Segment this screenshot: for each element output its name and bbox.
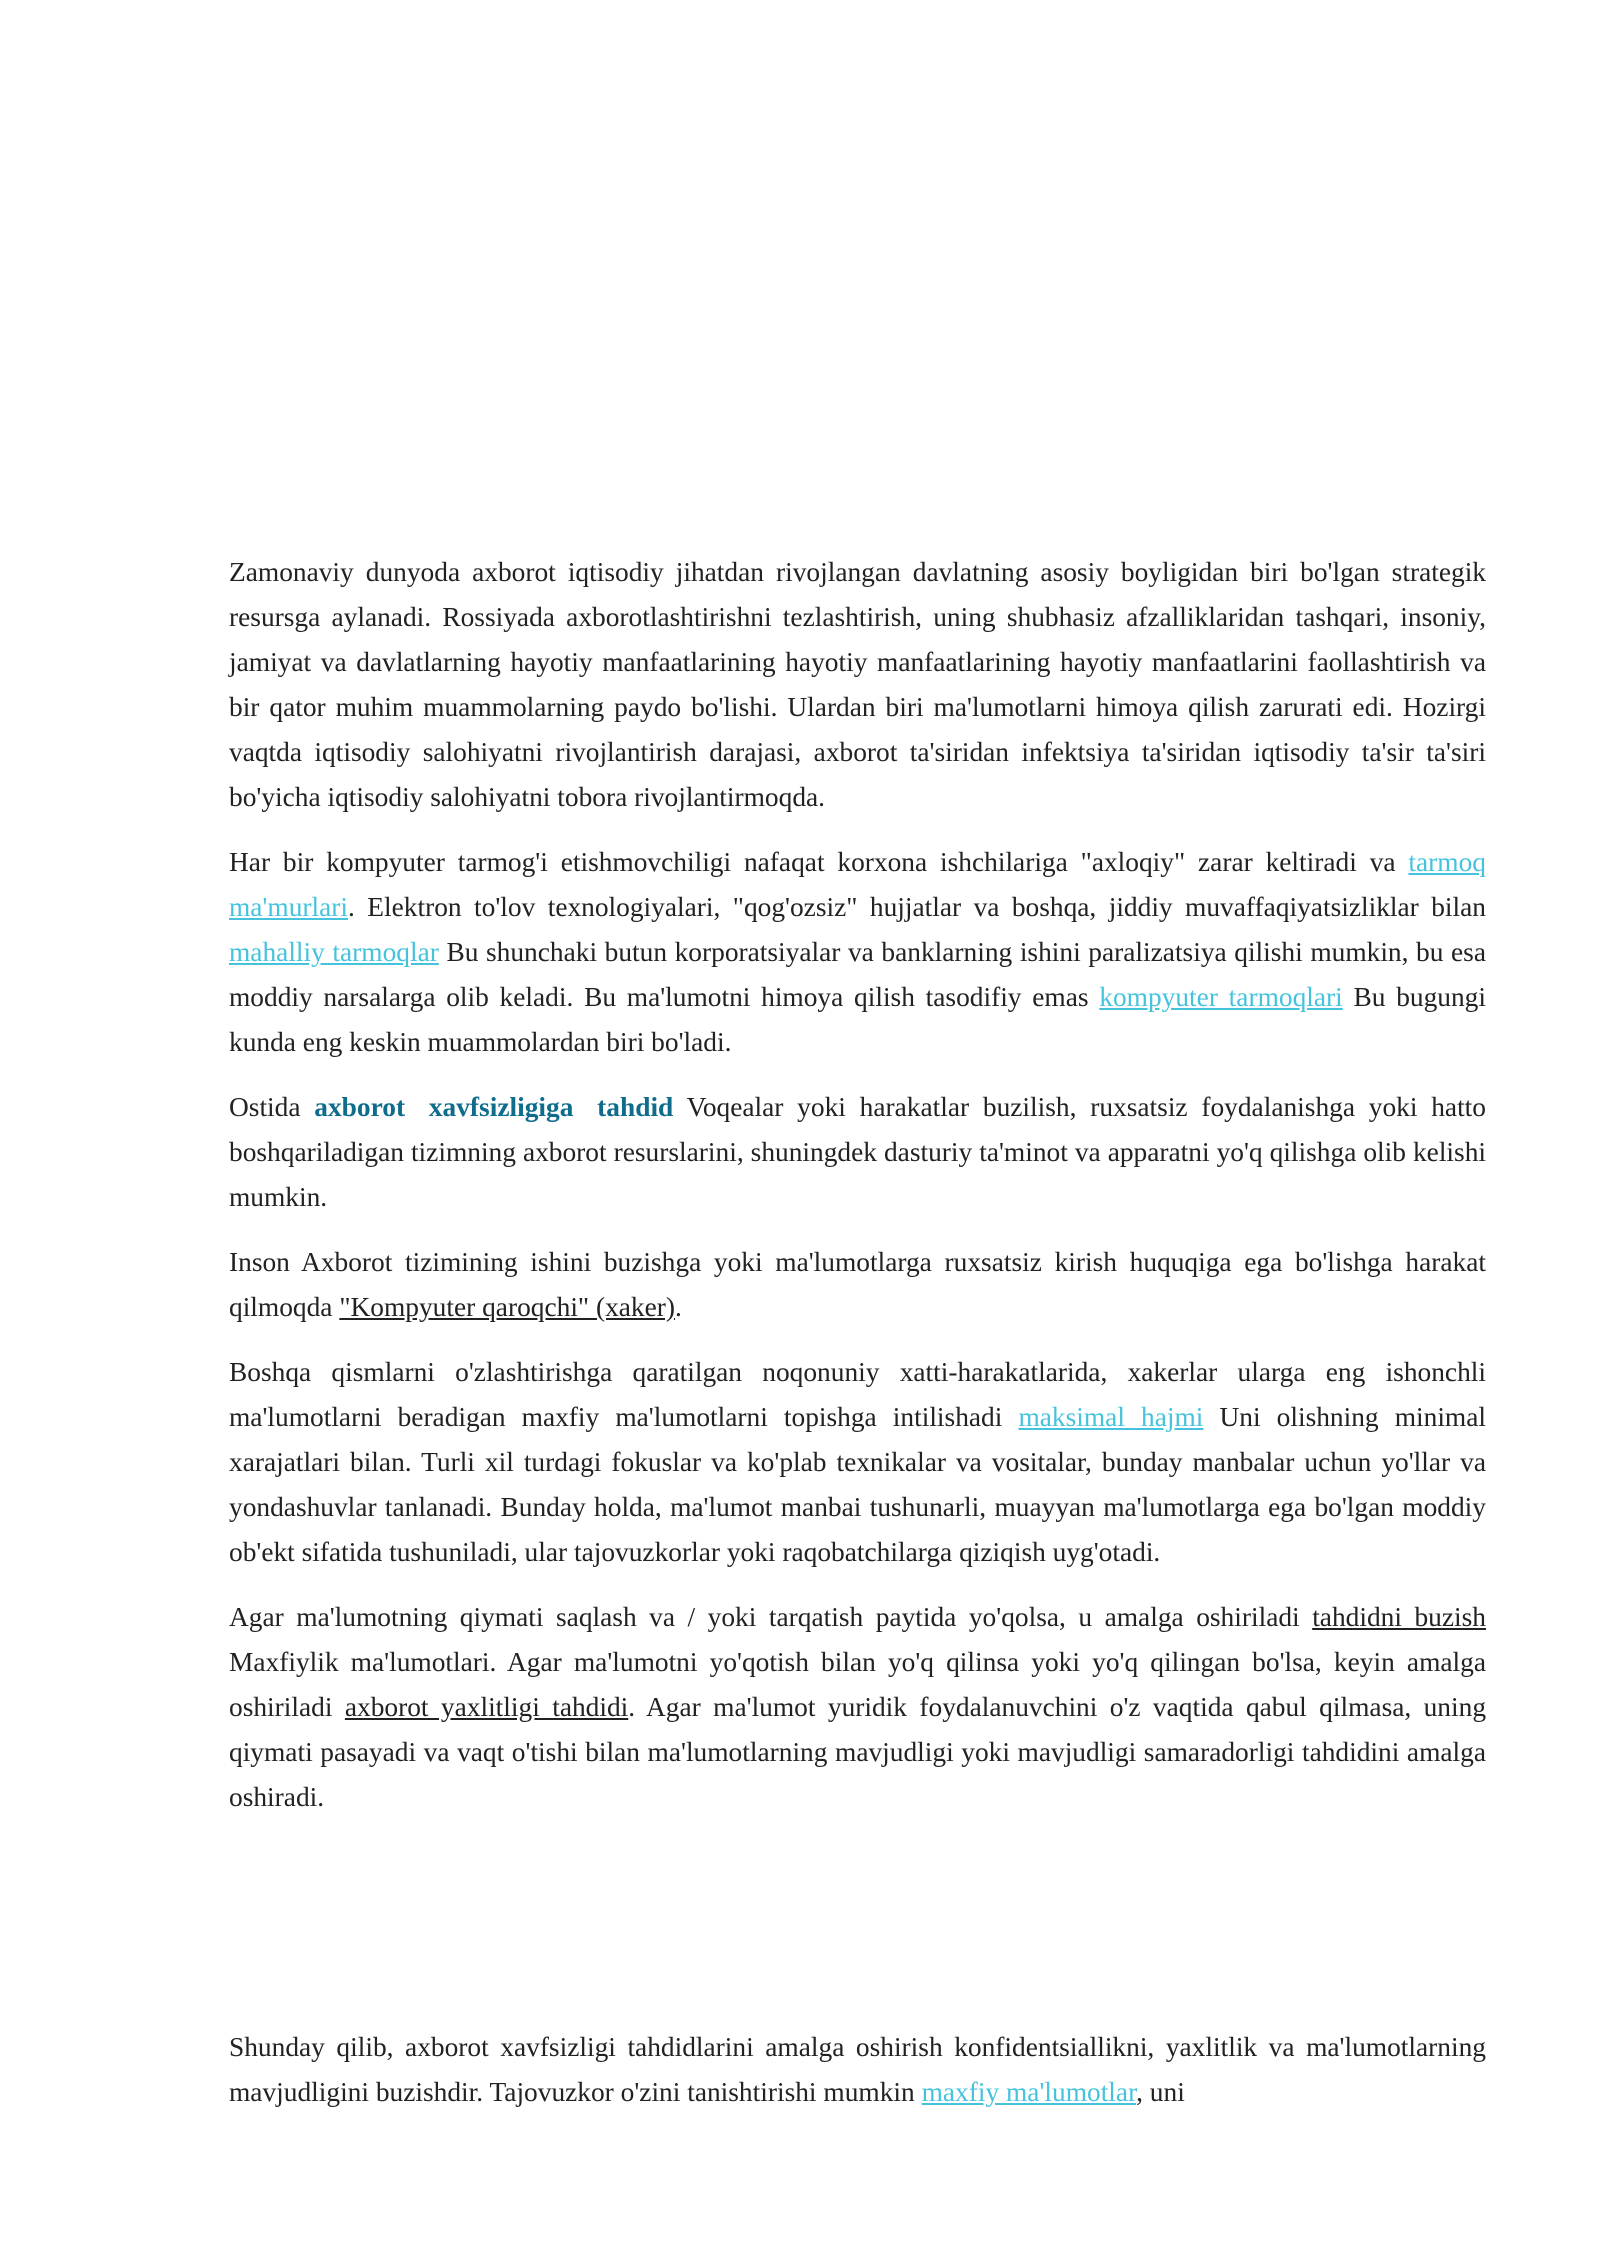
- paragraph-5-text-b: Uni olishning minimal xarajatlari bilan. Turli xil turdagi fokuslar va ko'plab texnikalar va vositalar, bunday manbalar uchun yo'llar va yondashuvlar tanlanadi. Bunday holda, ma'lumot manbai tushunarli, muayyan ma'lumotlarga ega bo'lgan moddiy ob'ekt sifatida tushuniladi, ular tajovuzkorlar yoki raqobatchilarga qiziqish uyg'otadi.: [229, 1402, 1487, 1567]
- paragraph-6-text-c: . Agar ma'lumot yuridik foydalanuvchini o'z vaqtida qabul qilmasa, uning qiymati pasayadi va vaqt o'tishi bilan ma'lumotlarning mavjudligi yoki mavjudligi samaradorligi tahdidini amalga oshiradi.: [229, 1692, 1487, 1812]
- paragraph-6-text-a: Agar ma'lumotning qiymati saqlash va / yoki tarqatish paytida yo'qolsa, u amalga oshiriladi: [229, 1602, 1313, 1632]
- link-axborot-yaxlitligi-tahdidi[interactable]: axborot yaxlitligi tahdidi: [344, 1692, 629, 1722]
- paragraph-5: [229, 1350, 1486, 1575]
- paragraph-1-text: Zamonaviy dunyoda axborot iqtisodiy jihatdan rivojlangan davlatning asosiy boyligidan biri bo'lgan strategik resursga aylanadi. Rossiyada axborotlashtirishni tezlashtirish, uning shubhasiz afzalliklaridan tashqari, insoniy, jamiyat va davlatlarning hayotiy manfaatlarining hayotiy manfaatlarining hayotiy manfaatlarini faollashtirish va bir qator muhim muammolarning paydo bo'lishi. Ulardan biri ma'lumotlarni himoya qilish zarurati edi. Hozirgi vaqtda iqtisodiy salohiyatni rivojlantirish darajasi, axborot ta'siridan infektsiya ta'siridan iqtisodiy ta'sir ta'siri bo'yicha iqtisodiy salohiyatni tobora rivojlantirmoqda.: [229, 557, 1486, 812]
- link-mahalliy-tarmoqlar[interactable]: mahalliy tarmoqlar: [229, 937, 439, 967]
- paragraph-4-text-b: .: [675, 1292, 682, 1322]
- link-tarmoq-mamurlari[interactable]: tarmoq ma'murlari: [229, 847, 1486, 922]
- paragraph-4: [229, 1240, 1486, 1330]
- paragraph-5-text-a: Boshqa qismlarni o'zlashtirishga qaratilgan noqonuniy xatti-harakatlarida, xakerlar ularga eng ishonchli ma'lumotlarni beradigan maxfiy ma'lumotlarni topishga intilishadi: [229, 1357, 1486, 1432]
- document-body: [229, 550, 1486, 1840]
- link-tahdidni-buzish[interactable]: tahdidni buzish: [1312, 1602, 1486, 1632]
- link-kompyuter-qaroqchi[interactable]: "Kompyuter qaroqchi" (xaker): [339, 1292, 676, 1322]
- paragraph-3-text-b: Voqealar yoki harakatlar buzilish, ruxsatsiz foydalanishga yoki hatto boshqariladigan tizimning axborot resurslarini, shuningdek dasturiy ta'minot va apparatni yo'q qilishga olib kelishi mumkin.: [229, 1092, 1486, 1212]
- paragraph-7-text-b: , uni: [1136, 2077, 1185, 2107]
- link-maxfiy-malumotlar[interactable]: maxfiy ma'lumotlar: [921, 2077, 1137, 2107]
- paragraph-2-text-a: Har bir kompyuter tarmog'i etishmovchiligi nafaqat korxona ishchilariga "axloqiy" zarar keltiradi va: [229, 847, 1409, 877]
- paragraph-3-text-a: Ostida: [229, 1092, 315, 1122]
- paragraph-7-text-a: Shunday qilib, axborot xavfsizligi tahdidlarini amalga oshirish konfidentsiallikni, yaxlitlik va ma'lumotlarning mavjudligini buzishdir. Tajovuzkor o'zini tanishtirishi mumkin: [229, 2032, 1486, 2107]
- paragraph-2-text-c: Bu shunchaki butun korporatsiyalar va banklarning ishini paralizatsiya qilishi mumkin, bu esa moddiy narsalarga olib keladi. Bu ma'lumotni himoya qilish tasodifiy emas: [229, 937, 1486, 1012]
- paragraph-6-text-b: Maxfiylik ma'lumotlari. Agar ma'lumotni yo'qotish bilan yo'q qilinsa yoki yo'q qilingan bo'lsa, keyin amalga oshiriladi: [229, 1647, 1486, 1722]
- link-kompyuter-tarmoqlari[interactable]: kompyuter tarmoqlari: [1099, 982, 1343, 1012]
- link-axborot-xavfsizligiga-tahdid[interactable]: axborot xavfsizligiga tahdid: [314, 1092, 674, 1122]
- paragraph-1: [229, 550, 1486, 820]
- paragraph-6: [229, 1595, 1486, 1820]
- paragraph-3: [229, 1085, 1486, 1220]
- link-maksimal-hajmi[interactable]: maksimal hajmi: [1018, 1402, 1204, 1432]
- paragraph-7: [229, 2025, 1486, 2115]
- paragraph-4-text-a: Inson Axborot tizimining ishini buzishga yoki ma'lumotlarga ruxsatsiz kirish huquqiga ega bo'lishga harakat qilmoqda: [229, 1247, 1486, 1322]
- paragraph-2: [229, 840, 1486, 1065]
- paragraph-2-text-d: Bu bugungi kunda eng keskin muammolardan biri bo'ladi.: [229, 982, 1486, 1057]
- paragraph-2-text-b: . Elektron to'lov texnologiyalari, "qog'ozsiz" hujjatlar va boshqa, jiddiy muvaffaqiyatsizliklar bilan: [348, 892, 1486, 922]
